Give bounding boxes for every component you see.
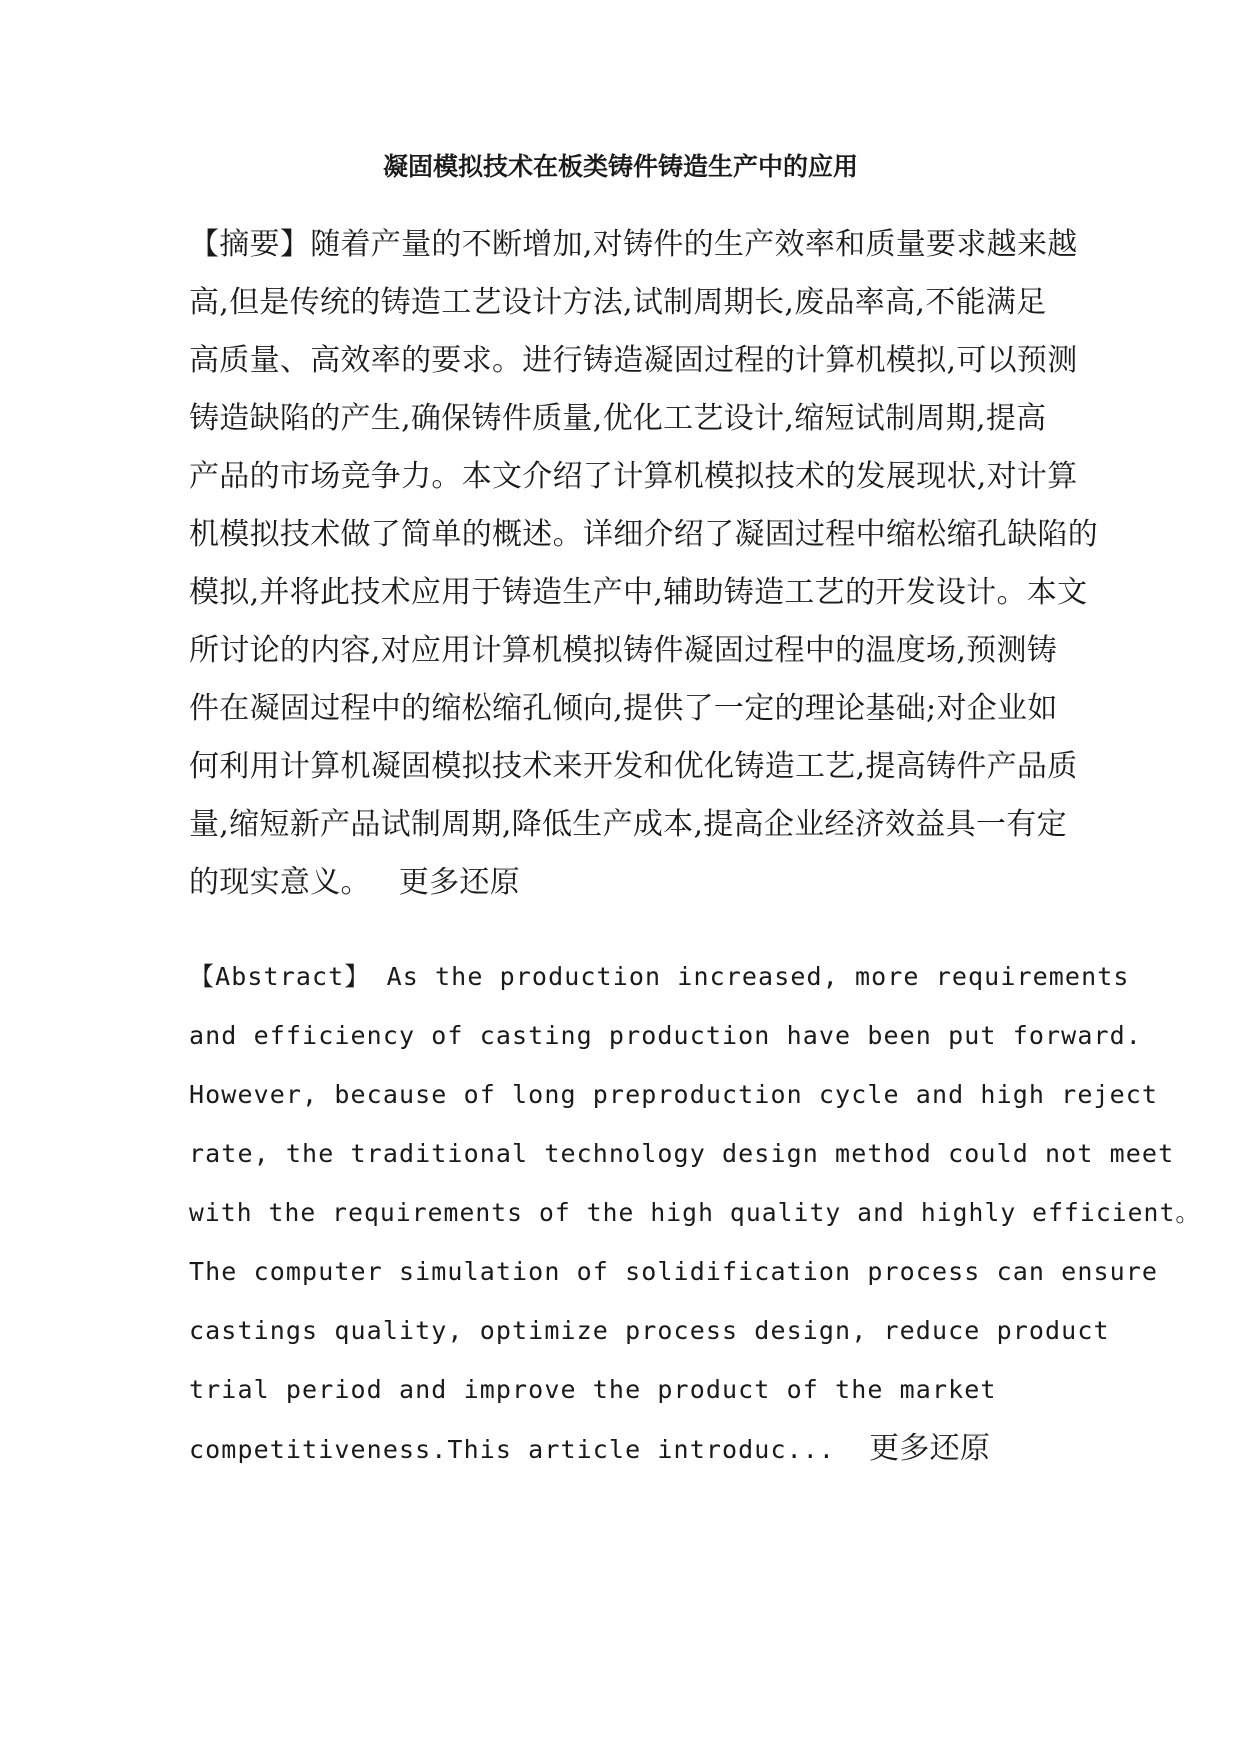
document-title: 凝固模拟技术在板类铸件铸造生产中的应用 <box>382 152 858 181</box>
more-link-en[interactable]: 更多还原 <box>869 1431 991 1466</box>
abstract-en-line: rate, the traditional technology design method could not meet <box>189 1139 1175 1168</box>
abstract-en-label: 【Abstract】 <box>189 962 371 991</box>
abstract-en-line: and efficiency of casting production have been put forward. <box>189 1021 1142 1050</box>
abstract-en-line <box>189 957 1130 997</box>
abstract-cn-line: 高,但是传统的铸造工艺设计方法,试制周期长,废品率高,不能满足 <box>189 285 1047 320</box>
abstract-cn-line <box>189 225 1078 265</box>
abstract-en-line: However, because of long preproduction cycle and high reject <box>189 1080 1159 1109</box>
abstract-cn-text: 随着产量的不断增加,对铸件的生产效率和质量要求越来越 <box>310 227 1078 262</box>
abstract-en-line: with the requirements of the high quality and highly efficient。 <box>189 1198 1202 1227</box>
abstract-cn-label: 【摘要】 <box>189 227 311 262</box>
abstract-en-line <box>189 1429 990 1469</box>
abstract-en-line: The computer simulation of solidification process can ensure <box>189 1257 1159 1286</box>
abstract-en-line: trial period and improve the product of the market <box>189 1375 997 1404</box>
abstract-en-text: competitiveness.This article introduc... <box>189 1435 836 1464</box>
abstract-cn-line: 铸造缺陷的产生,确保铸件质量,优化工艺设计,缩短试制周期,提高 <box>189 401 1047 436</box>
abstract-en-text: As the production increased, more requirements <box>370 962 1130 991</box>
abstract-cn-line: 高质量、高效率的要求。进行铸造凝固过程的计算机模拟,可以预测 <box>189 343 1078 378</box>
abstract-cn-line <box>189 863 520 903</box>
more-link-cn[interactable]: 更多还原 <box>398 865 521 900</box>
abstract-cn-text: 的现实意义。 <box>189 865 371 900</box>
abstract-cn-line: 产品的市场竞争力。本文介绍了计算机模拟技术的发展现状,对计算 <box>189 459 1078 494</box>
abstract-en-line: castings quality, optimize process design, reduce product <box>189 1316 1110 1345</box>
abstract-cn-line: 机模拟技术做了简单的概述。详细介绍了凝固过程中缩松缩孔缺陷的 <box>189 517 1098 552</box>
abstract-cn-line: 量,缩短新产品试制周期,降低生产成本,提高企业经济效益具一有定 <box>189 807 1067 842</box>
abstract-cn-line: 模拟,并将此技术应用于铸造生产中,辅助铸造工艺的开发设计。本文 <box>189 575 1088 610</box>
abstract-cn-line: 所讨论的内容,对应用计算机模拟铸件凝固过程中的温度场,预测铸 <box>189 633 1058 668</box>
abstract-cn-line: 何利用计算机凝固模拟技术来开发和优化铸造工艺,提高铸件产品质 <box>189 749 1078 784</box>
abstract-cn-line: 件在凝固过程中的缩松缩孔倾向,提供了一定的理论基础;对企业如 <box>189 691 1058 726</box>
